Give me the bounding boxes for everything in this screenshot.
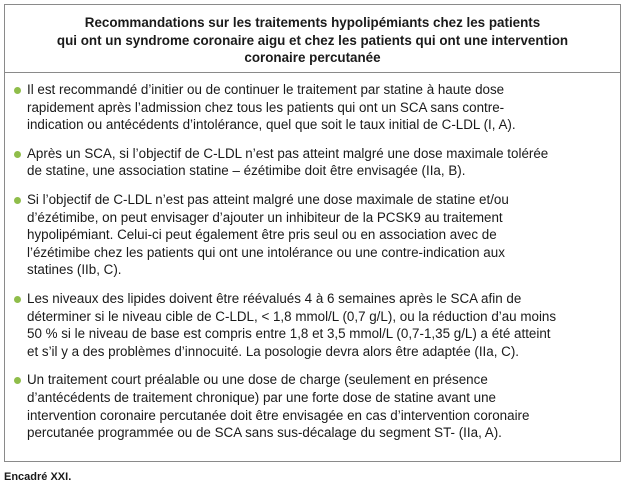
item-line: statines (IIb, C). <box>27 262 122 278</box>
item-line: percutanée programmée ou de SCA sans sus-décalage du segment ST- (IIa, A). <box>27 425 502 441</box>
green-bullet-icon <box>14 87 21 94</box>
green-bullet-icon <box>14 296 21 303</box>
title-line: Recommandations sur les traitements hypolipémiants chez les patients <box>84 15 541 30</box>
recommendations-list <box>0 81 627 453</box>
item-line: Il est recommandé d’initier ou de continuer le traitement par statine à haute dose <box>27 82 505 97</box>
green-bullet-icon <box>14 197 21 204</box>
recommendation-item <box>0 81 627 134</box>
item-line: de statine, une association statine – ézétimibe doit être envisagée (IIa, B). <box>27 163 466 179</box>
item-line: déterminer si le niveau cible de C-LDL, < 1,8 mmol/L (0,7 g/L), ou la réduction d’au moins <box>27 308 557 324</box>
title-line: coronaire percutanée <box>244 50 381 65</box>
green-bullet-icon <box>14 377 21 384</box>
box-caption: Encadré XXI. <box>4 471 72 483</box>
item-line: hypolipémiant. Celui-ci peut également être pris seul ou en association avec de <box>27 227 497 243</box>
recommendation-item <box>0 145 627 180</box>
green-bullet-icon <box>14 151 21 158</box>
item-line: rapidement après l’admission chez tous les patients qui ont un SCA sans contre- <box>27 99 505 115</box>
item-line: Après un SCA, si l’objectif de C-LDL n’est pas atteint malgré une dose maximale tolérée <box>27 145 549 161</box>
item-line: Si l’objectif de C-LDL n’est pas atteint malgré une dose maximale de statine et/ou <box>27 191 509 207</box>
box-title <box>5 14 620 67</box>
item-line: et s’il y a des problèmes d’innocuité. La posologie devra alors être adaptée (IIa, C). <box>27 343 520 359</box>
item-line: Un traitement court préalable ou une dose de charge (seulement en présence <box>27 372 488 388</box>
item-line: d’antécédents de traitement chronique) par une forte dose de statine avant une <box>27 389 496 405</box>
title-line: qui ont un syndrome coronaire aigu et chez les patients qui ont une intervention <box>56 32 569 48</box>
title-divider <box>4 72 621 73</box>
item-line: 50 % si le niveau de base est compris entre 1,8 et 3,5 mmol/L (0,7-1,35 g/L) a été atteint <box>27 326 551 342</box>
item-line: intervention coronaire percutanée doit être envisagée en cas d’intervention coronaire <box>27 407 530 423</box>
recommendation-item <box>0 191 627 279</box>
item-line: l’ézétimibe chez les patients qui ont une intolérance ou une contre-indication aux <box>27 244 505 260</box>
recommendation-item <box>0 290 627 360</box>
recommendation-item <box>0 371 627 441</box>
item-line: indication ou antécédents d’intolérance, quel que soit le taux initial de C-LDL (I, A). <box>27 117 516 133</box>
item-line: d’ézétimibe, on peut envisager d’ajouter un inhibiteur de la PCSK9 au traitement <box>27 209 503 225</box>
item-line: Les niveaux des lipides doivent être réévalués 4 à 6 semaines après le SCA afin de <box>27 290 522 306</box>
